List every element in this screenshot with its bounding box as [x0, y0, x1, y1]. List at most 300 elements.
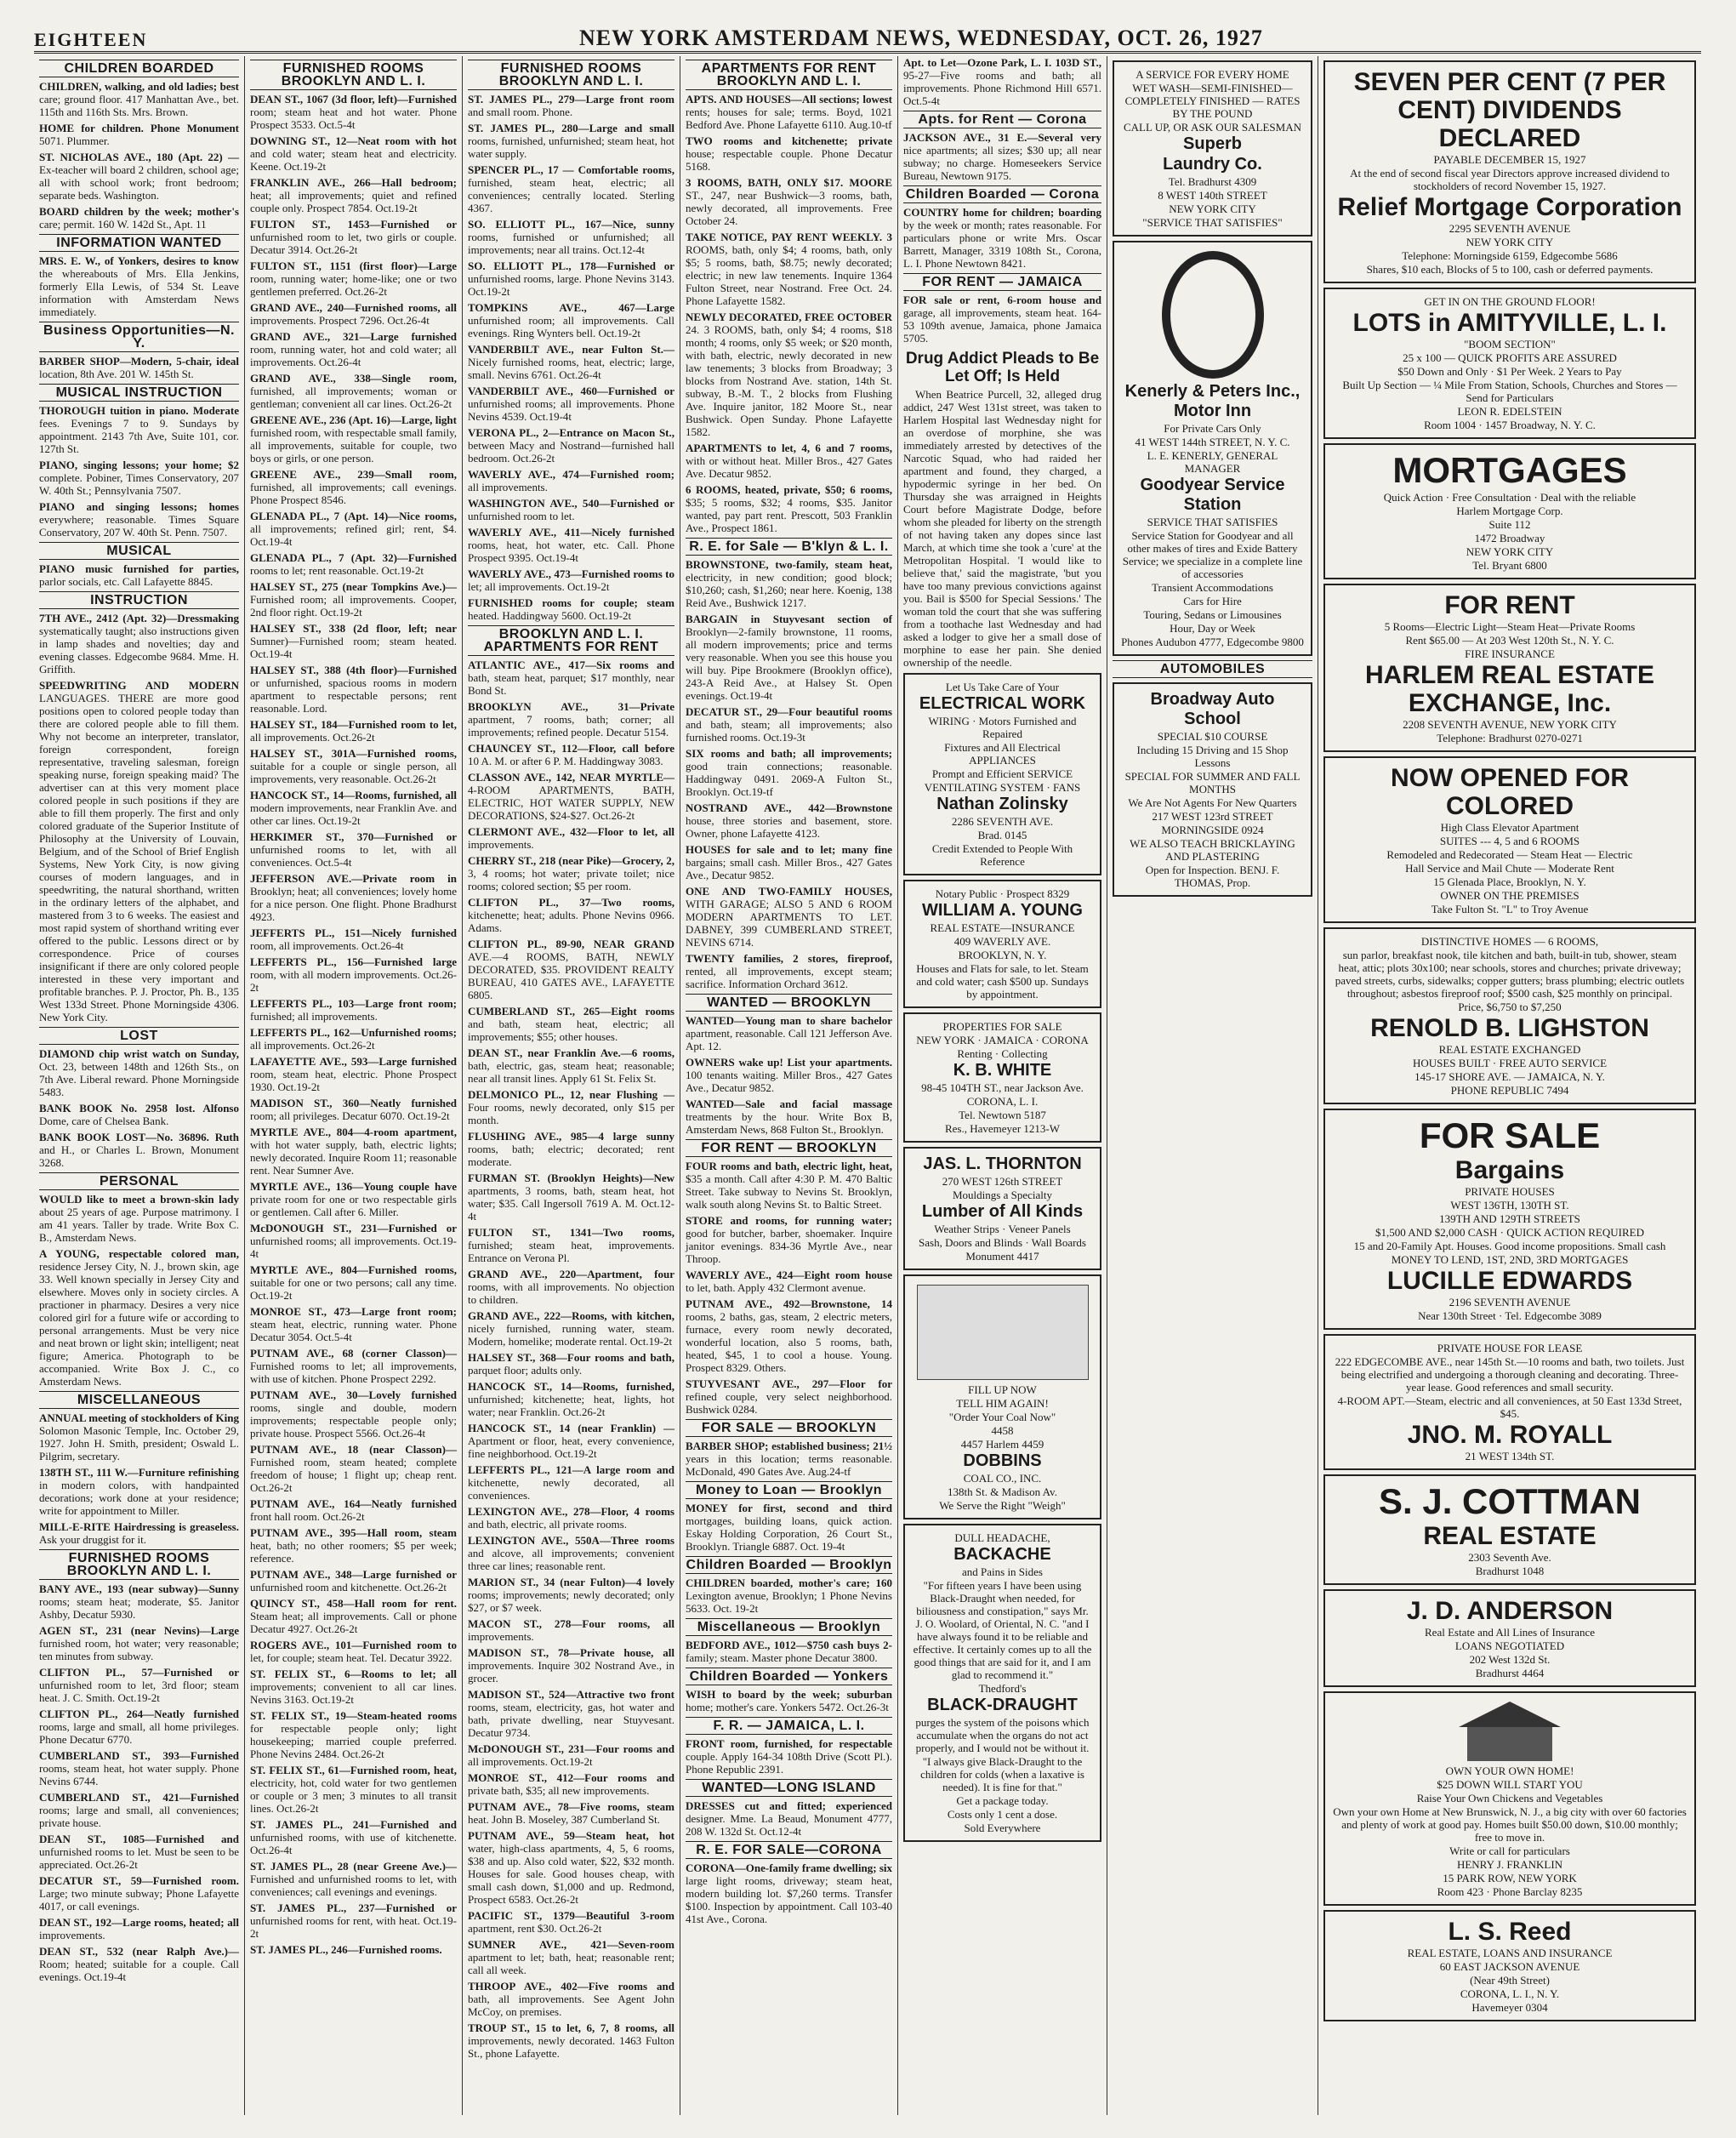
classified-ad: SO. ELLIOTT PL., 167—Nice, sunny rooms, furnished or unfurnished; all improvements; near all trains. Oct.12-4t: [468, 218, 674, 256]
classified-ad: FULTON ST., 1341—Two rooms, furnished; steam heat, improvements. Entrance on Verona Pl.: [468, 1226, 674, 1264]
classified-ad: FOR sale or rent, 6-room house and garage, all improvements, steam heat. 164-53 109th avenue, Jamaica, phone Jamaica 5705.: [903, 294, 1101, 345]
ad-line: 2303 Seventh Ave.: [1468, 1551, 1551, 1564]
classified-ad: WANTED—Young man to share bachelor apartment, reasonable. Call 121 Jefferson Ave. Apt. 12.: [686, 1014, 892, 1052]
section-heading: FURNISHED ROOMS BROOKLYN AND L. I.: [250, 60, 457, 90]
section-heading: Children Boarded — Yonkers: [686, 1668, 892, 1685]
ad-line: Tel. Newtown 5187: [959, 1109, 1046, 1121]
classified-ad: PUTNAM AVE., 348—Large furnished or unfurnished room and kitchenette. Oct.26-2t: [250, 1568, 457, 1594]
ad-line: Credit Extended to People With Reference: [931, 842, 1073, 868]
ad-line: ELECTRICAL WORK: [919, 694, 1086, 713]
ad-line: 270 WEST 126th STREET: [942, 1175, 1063, 1188]
classified-ad: ONE AND TWO-FAMILY HOUSES, WITH GARAGE; ALSO 5 AND 6 ROOM MODERN APARTMENTS TO LET. DABNEY, 399 CUMBERLAND STREET, NEVINS 6714.: [686, 885, 892, 949]
ad-line: We Serve the Right "Weigh": [939, 1499, 1066, 1512]
ad-line: Kenerly & Peters Inc., Motor Inn: [1124, 382, 1301, 420]
classified-ad: 138TH ST., 111 W.—Furniture refinishing in modern colors, with handpainted decorations; work done at your residence; write for appointment to Miller.: [39, 1466, 239, 1517]
classified-ad: NOSTRAND AVE., 442—Brownstone house, three stories and basement, store. Owner, phone Lafayette 4123.: [686, 801, 892, 840]
ad-line: 139TH AND 129TH STREETS: [1439, 1212, 1580, 1225]
ad-line: (Near 49th Street): [1470, 1974, 1550, 1987]
section-heading: MUSICAL: [39, 542, 239, 560]
ad-line: 2208 SEVENTH AVENUE, NEW YORK CITY: [1403, 718, 1617, 731]
ad-line: "Order Your Coal Now": [948, 1411, 1056, 1423]
display-ad-laundry: [1113, 60, 1312, 237]
classified-ad: LEXINGTON AVE., 278—Floor, 4 rooms and bath, electric, all private rooms.: [468, 1505, 674, 1531]
classified-ad: PUTNAM AVE., 59—Steam heat, hot water, high-class apartments, 4, 5, 6 rooms, $38 and up. Also cold water, $22, $32 month. Houses for sale. Good houses cheap, with small cash down, $1,000 and up. Redmond, Prospect 6583. Oct.26-2t: [468, 1829, 674, 1906]
ad-line: 222 EDGECOMBE AVE., near 145th St.—10 rooms and bath, two toilets. Just being electrified and undergoing a thorough cleaning and decorating. Three-year lease. Good references and small security.: [1335, 1355, 1685, 1394]
section-heading: LOST: [39, 1027, 239, 1045]
ad-line: Let Us Take Care of Your: [945, 681, 1060, 693]
classified-ad: WAVERLY AVE., 411—Nicely furnished rooms, heat, hot water, etc. Call. Phone Prospect 9395. Oct.19-4t: [468, 526, 674, 564]
ad-line: Weather Strips · Veneer Panels: [934, 1223, 1071, 1235]
ad-line: Mouldings a Specialty: [953, 1189, 1052, 1201]
ad-line: Open for Inspection. BENJ. F. THOMAS, Prop.: [1145, 864, 1280, 889]
article-headline: Drug Addict Pleads to Be Let Off; Is Held: [905, 350, 1100, 385]
classified-ad: HANCOCK ST., 14 (near Franklin) —Apartment or floor, heat, every convenience, fine neighborhood. Oct.19-2t: [468, 1422, 674, 1460]
classified-ad: SO. ELLIOTT PL., 178—Furnished or unfurnished rooms, large. Phone Nevins 3143. Oct.19-2t: [468, 259, 674, 298]
ad-line: Costs only 1 cent a dose.: [947, 1808, 1058, 1821]
ad-line: Remodeled and Redecorated — Steam Heat — Electric: [1386, 848, 1633, 861]
ad-line: NEW YORK CITY: [1466, 236, 1554, 248]
classified-ad: FURNISHED rooms for couple; steam heated. Haddingway 5600. Oct.19-2t: [468, 596, 674, 622]
ad-line: Transient Accommodations: [1152, 581, 1273, 594]
section-heading: Children Boarded — Brooklyn: [686, 1558, 892, 1572]
ad-line: CORONA, L. I.: [966, 1095, 1039, 1108]
ad-line: Broadway Auto School: [1150, 690, 1275, 728]
ad-line: J. D. ANDERSON: [1406, 1597, 1614, 1625]
ad-line: 15 and 20-Family Apt. Houses. Good income propositions. Small cash: [1353, 1240, 1666, 1252]
column-7: [1318, 56, 1701, 2115]
ad-line: We Are Not Agents For New Quarters: [1128, 796, 1297, 809]
classified-ad: CUMBERLAND ST., 421—Furnished rooms; large and small, all conveniences; private house.: [39, 1791, 239, 1829]
ad-line: sun parlor, breakfast nook, tile kitchen and bath, built-in tub, shower, steam heat, attic; plots 30x100; near schools, stores and churches; private driveway; paved streets, curbs, sidewalks; copper gutters; brass plumbing; electric outlets throughout; asbestos fireproof roof; $500 cash, $25 monthly on principal.: [1335, 949, 1685, 1000]
ad-line: 138th St. & Madison Av.: [948, 1485, 1057, 1498]
classified-ad: CHAUNCEY ST., 112—Floor, call before 10 A. M. or after 6 P. M. Haddingway 3083.: [468, 742, 674, 767]
ad-line: BACKACHE: [953, 1545, 1051, 1564]
classified-ad: OWNERS wake up! List your apartments. 100 tenants waiting. Miller Bros., 427 Gates Ave., Decatur 9852.: [686, 1056, 892, 1094]
ad-line: NEW YORK CITY: [1169, 202, 1256, 215]
classified-ad: DECATUR ST., 59—Furnished room. Large; two minute subway; Phone Lafayette 4017, or call evenings.: [39, 1874, 239, 1913]
classified-ad: GRAND AVE., 220—Apartment, four rooms, with all improvements. No objection to children.: [468, 1268, 674, 1306]
ad-line: Sold Everywhere: [964, 1822, 1041, 1834]
classified-ad: HERKIMER ST., 370—Furnished or unfurnished rooms to let, with all conveniences. Oct.5-4t: [250, 830, 457, 869]
classified-ad: ST. FELIX ST., 6—Rooms to let; all improvements; convenient to all car lines. Nevins 3163. Oct.19-2t: [250, 1668, 457, 1706]
section-heading: FURNISHED ROOMS BROOKLYN AND L. I.: [468, 60, 674, 90]
ad-line: S. J. COTTMAN: [1378, 1481, 1641, 1521]
ad-line: NEW YORK · JAMAICA · CORONA: [916, 1034, 1089, 1046]
ad-line: Service Station for Goodyear and all other makes of tires and Exide Battery Service; we specialize in a complete line of accessories: [1122, 529, 1303, 580]
display-ad-reed: [1323, 1910, 1696, 2021]
article-body: When Beatrice Purcell, 32, alleged drug addict, 247 West 131st street, was taken to Harlem Hospital last Wednesday night for an overdose of morphine, she was immediately arrested by detectives of the Narcotic Squad, who had raided her apartment and found, they charged, a hypodermic syringe in her bed. On Thursday she was arraigned in Heights Court before Magistrate Dodge, before whom she pleaded for liberty on the strength of not having taken any dopes since last March, at which time she took a 'cure' at the Metropolitan Hospital. 'I would like to believe that,' said the magistrate, 'but you have too many previous convictions against you. Bail is $500 for Special Sessions.' The woman told the court that she was suffering from a toothache last Wednesday and had asked a lodger to give her a small dose of morphine to ease her pain. She denied ownership of the needle.: [903, 388, 1101, 669]
classified-ad: MADISON ST., 524—Attractive two front rooms, steam, electricity, gas, hot water and bath, private dwelling, near Stuyvesant. Decatur 9734.: [468, 1688, 674, 1739]
classified-ad: GRAND AVE., 240—Furnished rooms, all improvements. Prospect 7296. Oct.26-4t: [250, 301, 457, 327]
section-heading: FOR RENT — BROOKLYN: [686, 1139, 892, 1157]
ad-line: Hall Service and Mail Chute — Moderate Rent: [1405, 862, 1614, 875]
classified-ad: 3 ROOMS, BATH, ONLY $17. MOORE ST., 247, near Bushwick—3 rooms, bath, newly decorated, all improvements. Free October 24.: [686, 176, 892, 227]
ad-line: WE ALSO TEACH BRICKLAYING AND PLASTERING: [1130, 837, 1295, 863]
ad-line: Fixtures and All Electrical APPLIANCES: [944, 741, 1061, 767]
classified-ad: STORE and rooms, for running water; good for butcher, barber, shoemaker. Inquire janitor evenings. 834-36 Myrtle Ave., near Throop.: [686, 1214, 892, 1265]
ad-line: 60 EAST JACKSON AVENUE: [1439, 1960, 1580, 1973]
classified-ad: SIX rooms and bath; all improvements; good train connections; reasonable. Haddingway 0491. 2069-A Fulton St., Brooklyn. Oct.19-tf: [686, 747, 892, 798]
ad-line: LOTS in AMITYVILLE, L. I.: [1352, 309, 1667, 337]
classified-ad: NEWLY DECORATED, FREE OCTOBER 24. 3 ROOMS, bath, only $4; 4 rooms, $18 month; 4 rooms, only $5 week; or $20 month, with bath, electric, newly decorated in new law tenements; 3 blocks from Broadway; 3 blocks from Nostrand Ave. station, 14th St. subway, B.-M. T., 2 blocks from Flushing Ave. Inquire janitor, 182 Moore St., near Bushwick. Open Sunday. Phone Lafayette 1582.: [686, 311, 892, 438]
ad-line: Tel. Bryant 6800: [1472, 559, 1547, 572]
classified-ad: FOUR rooms and bath, electric light, heat, $35 a month. Call after 4:30 P. M. 470 Baltic Street. Take subway to Nevins St. Brooklyn, walk south along Nevins St. to Baltic Street.: [686, 1160, 892, 1211]
classified-ad: CUMBERLAND ST., 265—Eight rooms and bath, steam heat, electric; all improvements; $55; other houses.: [468, 1005, 674, 1043]
tire-illustration: [1162, 251, 1264, 379]
classified-ad: WAVERLY AVE., 424—Eight room house to let, bath. Apply 432 Clermont avenue.: [686, 1269, 892, 1294]
ad-line: HARLEM REAL ESTATE EXCHANGE, Inc.: [1364, 661, 1654, 717]
ad-line: HENRY J. FRANKLIN: [1456, 1858, 1563, 1871]
ad-line: 2295 SEVENTH AVENUE: [1449, 222, 1571, 235]
section-heading: MISCELLANEOUS: [39, 1391, 239, 1409]
ad-line: COAL CO., INC.: [963, 1472, 1042, 1485]
classified-ad: DOWNING ST., 12—Neat room with hot and cold water; steam heat and electricity. Keene. Oct.19-2t: [250, 134, 457, 173]
ad-line: JNO. M. ROYALL: [1407, 1421, 1613, 1449]
ad-line: SPECIAL $10 COURSE: [1157, 730, 1268, 743]
section-heading: Children Boarded — Corona: [903, 185, 1101, 203]
display-ad-electrical: [903, 673, 1101, 875]
ad-line: HOUSES BUILT · FREE AUTO SERVICE: [1412, 1057, 1608, 1069]
ad-line: PAYABLE DECEMBER 15, 1927: [1433, 153, 1586, 166]
classified-ad: HALSEY ST., 184—Furnished room to let, all improvements. Oct.26-2t: [250, 718, 457, 744]
column-1: [34, 56, 245, 2115]
classified-ad: VANDERBILT AVE., near Fulton St.—Nicely furnished rooms, heat, electric; large, small. Nevins 6761. Oct.26-4t: [468, 343, 674, 381]
ad-line: Raise Your Own Chickens and Vegetables: [1416, 1792, 1603, 1804]
ad-line: Bradhurst 4464: [1475, 1667, 1545, 1679]
classified-ad: MILL-E-RITE Hairdressing is greaseless. Ask your druggist for it.: [39, 1520, 239, 1546]
ad-line: Take Fulton St. "L" to Troy Avenue: [1431, 903, 1589, 915]
ad-line: Notary Public · Prospect 8329: [935, 887, 1070, 900]
classified-ad: PUTNAM AVE., 492—Brownstone, 14 rooms, 2 baths, gas, steam, 2 electric meters, furnace, every room newly decorated, wonderful location, also 5 rooms, bath, heated, $45, 1 to cool a house. Young. Prospect 8329. Others.: [686, 1297, 892, 1374]
ad-line: Harlem Mortgage Corp.: [1456, 505, 1563, 517]
section-heading: WANTED—LONG ISLAND: [686, 1779, 892, 1797]
classified-ad: CLIFTON PL., 89-90, NEAR GRAND AVE.—4 ROOMS, BATH, NEWLY DECORATED, $35. PROVIDENT REALTY BUREAU, 410 GATES AVE., LAFAYETTE 6805.: [468, 938, 674, 1001]
section-heading: F. R. — JAMAICA, L. I.: [686, 1717, 892, 1735]
ad-line: 15 Glenada Place, Brooklyn, N. Y.: [1433, 875, 1586, 888]
classified-ad: WAVERLY AVE., 474—Furnished room; all improvements.: [468, 468, 674, 493]
classified-ad: STUYVESANT AVE., 297—Floor for refined couple, very select neighborhood. Bushwick 0284.: [686, 1377, 892, 1416]
classified-ad: PACIFIC ST., 1379—Beautiful 3-room apartment, rent $30. Oct.26-2t: [468, 1909, 674, 1935]
column-5: [898, 56, 1107, 2115]
ad-line: At the end of second fiscal year Directors approve increased dividend to stockholders of record November 15, 1927.: [1350, 167, 1670, 192]
classified-ad: ST. FELIX ST., 61—Furnished room, heat, electricity, hot, cold water for two gentlemen or couple or 3 men; 3 minutes to all transit lines. Oct.26-2t: [250, 1764, 457, 1815]
ad-line: MORTGAGES: [1392, 450, 1627, 490]
classified-ad: DRESSES cut and fitted; experienced designer. Mme. La Beaud, Monument 4777, 208 W. 132d St. Oct.12-4t: [686, 1799, 892, 1838]
section-heading: Miscellaneous — Brooklyn: [686, 1618, 892, 1636]
column-3: [463, 56, 680, 2115]
section-heading: Money to Loan — Brooklyn: [686, 1481, 892, 1499]
section-heading: R. E. FOR SALE—CORONA: [686, 1841, 892, 1859]
ad-line: 2196 SEVENTH AVENUE: [1449, 1296, 1571, 1308]
ad-line: CALL UP, OR ASK OUR SALESMAN: [1124, 121, 1301, 134]
classified-ad: BANY AVE., 193 (near subway)—Sunny rooms; steam heat; moderate, $5. Janitor Ashby, Decatur 5930.: [39, 1582, 239, 1621]
classified-ad: FULTON ST., 1151 (first floor)—Large room, running water; home-like; one or two gentlemen preferred. Oct.26-2t: [250, 259, 457, 298]
house-illustration: [1459, 1702, 1561, 1761]
ad-line: K. B. WHITE: [953, 1061, 1052, 1080]
classified-ad: ST. JAMES PL., 241—Furnished and unfurnished rooms, with use of kitchenette. Oct.26-4t: [250, 1818, 457, 1856]
section-heading: INSTRUCTION: [39, 591, 239, 609]
ad-line: 409 WAVERLY AVE.: [953, 935, 1051, 948]
ad-line: MONEY TO LEND, 1ST, 2ND, 3RD MORTGAGES: [1391, 1253, 1629, 1266]
classified-ad: BARGAIN in Stuyvesant section of Brooklyn—2-family brownstone, 11 rooms, all modern improvements; price and terms very reasonable. When you see this house you will buy. Pipe Brookmere (Brooklyn office), 243-A Reid Ave., at Halsey St. Open evenings. Oct.19-4t: [686, 613, 892, 702]
ad-line: REAL ESTATE—INSURANCE: [930, 921, 1075, 934]
ad-line: $25 DOWN WILL START YOU: [1437, 1778, 1583, 1791]
news-article: [903, 350, 1101, 669]
section-heading: Apts. for Rent — Corona: [903, 111, 1101, 128]
ad-line: PHONE REPUBLIC 7494: [1450, 1084, 1569, 1097]
ad-line: RENOLD B. LIGHSTON: [1370, 1014, 1649, 1042]
ad-line: 41 WEST 144th STREET, N. Y. C.: [1135, 436, 1290, 448]
classified-ad: GREENE AVE., 239—Small room, furnished, all improvements; call evenings. Phone Prospect 8546.: [250, 468, 457, 506]
classified-ad: MADISON ST., 360—Neatly furnished room; all privileges. Decatur 6070. Oct.19-2t: [250, 1097, 457, 1122]
classified-ad: CORONA—One-family frame dwelling; six large light rooms, driveway; steam heat, modern building lot. $7,260 terms. Transfer $100. Inspection by appointment. Call 103-40 41st Ave., Corona.: [686, 1861, 893, 1925]
ad-line: Brad. 0145: [977, 829, 1027, 841]
section-heading: FOR RENT — JAMAICA: [903, 273, 1101, 291]
classified-ad: JEFFERSON AVE.—Private room in Brooklyn; heat; all conveniences; lovely home for a nice person. One flight. Phone Bradhurst 4923.: [250, 872, 457, 923]
classified-ad: DEAN ST., 192—Large rooms, heated; all improvements.: [39, 1916, 239, 1941]
classified-ad: DECATUR ST., 29—Four beautiful rooms and bath, steam; all improvements; also furnished rooms. Oct.19-3t: [686, 705, 892, 744]
display-ad-dobbins: [903, 1274, 1101, 1519]
classified-ad: WISH to board by the week; suburban home; mother's care. Yonkers 5472. Oct.26-3t: [686, 1688, 892, 1713]
ad-line: 2286 SEVENTH AVE.: [951, 815, 1054, 828]
classified-ad: THROOP AVE., 402—Five rooms and bath, all improvements. See Agent John McCoy, on premises.: [468, 1980, 674, 2018]
display-ad-edwards: [1323, 1109, 1696, 1330]
classified-ad: CLIFTON PL., 264—Neatly furnished rooms, large and small, all home privileges. Phone Decatur 6770.: [39, 1708, 239, 1746]
ad-line: 8 WEST 140th STREET: [1158, 189, 1267, 202]
newspaper-dateline: NEW YORK AMSTERDAM NEWS, WEDNESDAY, OCT. 26, 1927: [579, 26, 1263, 50]
display-ad-forrent: [1323, 584, 1696, 752]
ad-line: Telephone: Morningside 6159, Edgecombe 5686: [1402, 249, 1618, 262]
ad-line: Built Up Section — ¼ Mile From Station, Schools, Churches and Stores — Send for Particulars: [1342, 379, 1677, 404]
section-heading: Business Opportunities—N. Y.: [39, 322, 239, 352]
classified-ad: 7TH AVE., 2412 (Apt. 32)—Dressmaking systematically taught; also instructions given in lamp shades and novelties; day and evening classes. Edgecombe 9684. Mme. H. Griffith.: [39, 612, 239, 676]
ad-line: Room 1004 · 1457 Broadway, N. Y. C.: [1424, 419, 1596, 431]
classified-ad: SPEEDWRITING AND MODERN LANGUAGES. THERE are more good positions open to colored people today than there are colored people able to fill them. Why not become an interpreter, translator, foreign correspondent, foreign representative, traveling salesman, foreign speaking nurse, foreign speaking maid? The advertiser can at this very moment place colored people in such positions if they are able to fill them properly. The first and only colored graduate of the Superior Institute of Philosophy at the University of Louvain, Belgium, and of the School of Brief English Systems, New York City, is now giving courses of modern languages, and in speedwriting, the natural shorthand, written in the ordinary letters of the alphabet, and mastered from 3 to 6 weeks. The easiest and most rapid system of shorthand writing ever offered to the public. Lessons direct or by correspondence. Price of courses insignificant if there are only colored people interested in these very important and profitable branches. P. J. Proctor, Ph. B., 135 West 133d Street. Phone Morningside 4306. New York City.: [39, 679, 239, 1023]
classified-ad: SUMNER AVE., 421—Seven-room apartment to let; bath, heat; reasonable rent; call all week.: [468, 1938, 674, 1976]
classified-ad: QUINCY ST., 458—Hall room for rent. Steam heat; all improvements. Call or phone Decatur 4927. Oct.26-2t: [250, 1597, 457, 1635]
classified-ad: DEAN ST., 532 (near Ralph Ave.)—Room; heated; suitable for a couple. Call evenings. Oct.19-4t: [39, 1945, 239, 1983]
classified-ad: MYRTLE AVE., 804—Furnished rooms, suitable for one or two persons; call any time. Oct.19-2t: [250, 1263, 457, 1302]
classified-ad: GLENADA PL., 7 (Apt. 32)—Furnished rooms to let; rent reasonable. Oct.19-2t: [250, 551, 457, 577]
ad-line: 98-45 104TH ST., near Jackson Ave.: [921, 1081, 1084, 1094]
display-ad-glenada: [1323, 756, 1696, 923]
ad-line: TELL HIM AGAIN!: [956, 1397, 1049, 1410]
classified-ad: ST. FELIX ST., 19—Steam-heated rooms for respectable people only; light housekeeping; married couple preferred. Phone Nevins 2484. Oct.26-2t: [250, 1709, 457, 1760]
ad-line: 5 Rooms—Electric Light—Steam Heat—Private Rooms: [1384, 620, 1636, 633]
classified-ad: GRAND AVE., 222—Rooms, with kitchen, nicely furnished, running water, steam. Modern, homelike; moderate rental. Oct.19-2t: [468, 1309, 674, 1348]
display-ad-franklin: [1323, 1691, 1696, 1906]
ad-line: 1472 Broadway: [1474, 532, 1545, 544]
ad-line: Sash, Doors and Blinds · Wall Boards: [919, 1236, 1086, 1249]
classified-ad: BROWNSTONE, two-family, steam heat, electricity, in new condition; good block; $10,260; cash, $1,260; near here. Koenig, 138 Reid Ave., Bushwick 1217.: [686, 558, 892, 609]
classified-ad: CHILDREN boarded, mother's care; 160 Lexington avenue, Brooklyn; 1 Phone Nevins 5633. Oct. 19-2t: [686, 1576, 892, 1615]
classified-ad: PUTNAM AVE., 164—Neatly furnished front hall room. Oct.26-2t: [250, 1497, 457, 1523]
classified-ad: ST. JAMES PL., 280—Large and small rooms, furnished, unfurnished; steam heat, hot water supply.: [468, 122, 674, 160]
section-heading: BROOKLYN AND L. I. APARTMENTS FOR RENT: [468, 625, 674, 656]
classified-ad: LEFFERTS PL., 103—Large front room; furnished; all improvements.: [250, 997, 457, 1023]
ad-line: Hour, Day or Week: [1170, 622, 1255, 635]
classified-ad: WAVERLY AVE., 473—Furnished rooms to let; all improvements. Oct.19-2t: [468, 567, 674, 593]
ad-line: Bargains: [1454, 1156, 1565, 1184]
classified-ad: AGEN ST., 231 (near Nevins)—Large furnished room, hot water; very reasonable; ten minutes from subway.: [39, 1624, 239, 1662]
ad-line: For Private Cars Only: [1164, 422, 1261, 435]
classified-ad: APTS. AND HOUSES—All sections; lowest rents; houses for sale; terms. Boyd, 1021 Bedford Ave. Phone Lafayette 6110. Aug.10-tf: [686, 93, 892, 131]
classified-ad: DEAN ST., 1067 (3d floor, left)—Furnished room; steam heat and hot water. Phone Prospect 3533. Oct.5-4t: [250, 93, 457, 131]
ad-line: Tel. Bradhurst 4309: [1168, 175, 1257, 188]
ad-line: High Class Elevator Apartment: [1440, 821, 1579, 834]
classified-ad: PUTNAM AVE., 30—Lovely furnished rooms, single and double, modern improvements; respectable people only; private house. Prospect 5566. Oct.26-4t: [250, 1388, 457, 1440]
classified-ad: HALSEY ST., 368—Four rooms and bath, parquet floor; adults only.: [468, 1351, 674, 1377]
display-ad-amityville: [1323, 288, 1696, 439]
masthead: [34, 22, 1701, 54]
ad-line: Shares, $10 each, Blocks of 5 to 100, cash or deferred payments.: [1366, 263, 1653, 276]
ad-line: Bradhurst 1048: [1475, 1565, 1545, 1577]
classified-ad: FURMAN ST. (Brooklyn Heights)—New apartments, 3 rooms, bath, steam heat, hot water; $35. Call Ingersoll 7619 A. M. Oct.12-4t: [468, 1172, 674, 1223]
display-ad-relief: [1323, 60, 1696, 283]
ad-line: NOW OPENED FOR COLORED: [1390, 764, 1629, 820]
ad-line: "I always give Black-Draught to the children for colds (when a laxative is needed). It is fine for that.": [920, 1755, 1084, 1793]
classified-ad: HALSEY ST., 301A—Furnished rooms, suitable for a couple or single person, all improvements, very reasonable. Oct.26-2t: [250, 747, 457, 785]
classified-ad: LAFAYETTE AVE., 593—Large furnished room, steam heat, electric. Phone Prospect 1930. Oct.19-2t: [250, 1055, 457, 1093]
classified-ad: MONROE ST., 473—Large front room; steam heat, electric, running water. Phone Decatur 3054. Oct.5-4t: [250, 1305, 457, 1343]
classified-ad: A YOUNG, respectable colored man, residence Jersey City, N. J., brown skin, age 33. Well known specially in Jersey City and elsewhere. Moves only in society circles. A practioner in pharmacy. Desires a very nice colored girl for a future wife or according to personal arrangements. Must be very nice and neat brown or light skin; intelligent; neat figure; America. Photograph to be accompanied. Write Box J. C., co Amsterdam News.: [39, 1247, 239, 1388]
display-ad-thedford: [903, 1524, 1101, 1842]
ad-line: FOR SALE: [1419, 1115, 1601, 1155]
ad-line: Thedford's: [978, 1682, 1027, 1695]
ad-line: Monument 4417: [965, 1250, 1039, 1263]
classified-ad: WANTED—Sale and facial massage treatments by the hour. Write Box B, Amsterdam News, 868 Fulton St., Brooklyn.: [686, 1098, 892, 1136]
ad-line: 25 x 100 — QUICK PROFITS ARE ASSURED: [1403, 351, 1617, 364]
classified-ad: MARION ST., 34 (near Fulton)—4 lovely rooms; improvements; newly decorated; only $27, or $7 week.: [468, 1576, 674, 1614]
classified-ad: HOME for children. Phone Monument 5071. Plummer.: [39, 122, 239, 147]
classified-ad: GRAND AVE., 321—Large furnished room, running water, hot and cold water; all improvements. Oct.26-4t: [250, 330, 457, 368]
ad-line: Including 15 Driving and 15 Shop Lessons: [1136, 744, 1289, 769]
ad-line: DULL HEADACHE,: [954, 1531, 1050, 1544]
classified-ad: ST. JAMES PL., 237—Furnished or unfurnished rooms for rent, with heat. Oct.19-2t: [250, 1901, 457, 1940]
ad-line: WEST 136TH, 130TH ST.: [1450, 1199, 1569, 1212]
column-2: [245, 56, 463, 2115]
ad-line: Havemeyer 0304: [1471, 2001, 1548, 2014]
ad-line: MORNINGSIDE 0924: [1161, 824, 1264, 836]
ad-line: "BOOM SECTION": [1464, 338, 1556, 351]
ad-line: Rent $65.00 — At 203 West 120th St., N. Y. C.: [1405, 634, 1614, 647]
classified-ad: CLIFTON PL., 57—Furnished or unfurnished room to let, 3rd floor; steam heat. J. C. Smith. Oct.19-2t: [39, 1666, 239, 1704]
classified-ad: HANCOCK ST., 14—Rooms, furnished, unfurnished; kitchenette; heat, lights, hot water; near Franklin. Oct.26-2t: [468, 1380, 674, 1418]
classified-ad: LEXINGTON AVE., 550A—Three rooms and alcove, all improvements; convenient three car lines; reasonable rent.: [468, 1534, 674, 1572]
classified-ad: ST. JAMES PL., 28 (near Greene Ave.)—Furnished and unfurnished rooms to let, with conveniences; call evenings and evenings.: [250, 1860, 457, 1898]
classified-ad: ATLANTIC AVE., 417—Six rooms and bath, steam heat, parquet; $17 monthly, near Bond St.: [468, 659, 674, 697]
ad-line: L. S. Reed: [1448, 1918, 1572, 1946]
section-heading: AUTOMOBILES: [1113, 660, 1312, 678]
display-ad-cottman: [1323, 1474, 1696, 1585]
section-heading: R. E. for Sale — B'klyn & L. I.: [686, 538, 892, 556]
classified-ad: TROUP ST., 15 to let, 6, 7, 8 rooms, all improvements, newly decorated. 1463 Fulton St., phone Lafayette.: [468, 2021, 674, 2060]
classified-ad: WOULD like to meet a brown-skin lady about 25 years of age. Purpose matrimony. I am 41 years. Taller by trade. Write Box C. B., Amsterdam News.: [39, 1193, 239, 1244]
ad-line: WIRING · Motors Furnished and Repaired: [928, 715, 1077, 740]
classified-ad: GRAND AVE., 338—Single room, furnished, all improvements; woman or gentleman; convenient all car lines. Oct.26-2t: [250, 372, 457, 410]
display-ad-anderson: [1323, 1589, 1696, 1687]
ad-line: Near 130th Street · Tel. Edgecombe 3089: [1418, 1309, 1602, 1322]
ad-line: Nathan Zolinsky: [936, 795, 1068, 813]
ad-line: Laundry Co.: [1163, 155, 1262, 174]
section-heading: APARTMENTS FOR RENT BROOKLYN AND L. I.: [686, 60, 892, 90]
classified-ad: CHILDREN, walking, and old ladies; best care; ground floor. 417 Manhattan Ave., bet. 115th and 116th Sts. Mrs. Brown.: [39, 80, 239, 118]
ad-line: Price, $6,750 to $7,250: [1458, 1001, 1562, 1013]
ad-line: PRIVATE HOUSE FOR LEASE: [1437, 1342, 1583, 1354]
classified-ad: FLUSHING AVE., 985—4 large sunny rooms, bath; electric; decorated; rent moderate.: [468, 1130, 674, 1168]
ad-line: REAL ESTATE EXCHANGED: [1438, 1043, 1581, 1056]
classified-ad: DIAMOND chip wrist watch on Sunday, Oct. 23, between 148th and 126th Sts., on 7th Ave. Liberal reward. Phone Morningside 5483.: [39, 1047, 239, 1098]
ad-line: 202 West 132d St.: [1469, 1653, 1551, 1666]
ad-line: BROOKLYN, N. Y.: [958, 949, 1047, 961]
ad-line: NEW YORK CITY: [1466, 545, 1554, 558]
ad-line: PROPERTIES FOR SALE: [942, 1020, 1062, 1033]
ad-line: WET WASH—SEMI-FINISHED—COMPLETELY FINISHED — RATES BY THE POUND: [1124, 82, 1301, 120]
classified-ad: LEFFERTS PL., 121—A large room and kitchenette, newly decorated, all conveniences.: [468, 1463, 674, 1502]
ad-line: A SERVICE FOR EVERY HOME: [1136, 68, 1289, 81]
classified-ad: McDONOUGH ST., 231—Furnished or unfurnished rooms; all improvements. Oct.19-4t: [250, 1222, 457, 1260]
classified-ad: PUTNAM AVE., 78—Five rooms, steam heat. John B. Moseley, 387 Cumberland St.: [468, 1800, 674, 1826]
classified-ad: VERONA PL., 2—Entrance on Macon St., between Macy and Nostrand—furnished hall bedroom. Oct.26-2t: [468, 426, 674, 465]
ad-line: 4-ROOM APT.—Steam, electric and all conveniences, at 50 East 133d Street, $45.: [1337, 1394, 1682, 1420]
classified-ad: PIANO music furnished for parties, parlor socials, etc. Call Lafayette 8845.: [39, 562, 239, 588]
ad-line: LUCILLE EDWARDS: [1386, 1267, 1633, 1295]
classified-ad: DELMONICO PL., 12, near Flushing —Four rooms, newly decorated, only $15 per month.: [468, 1088, 674, 1126]
classified-ad: BARBER SHOP—Modern, 5-chair, ideal location, 8th Ave. 201 W. 145th St.: [39, 355, 239, 380]
classified-ad: DEAN ST., near Franklin Ave.—6 rooms, bath, electric, gas, steam heat; reasonable; near all transit lines. Apply 61 St. Felix St.: [468, 1046, 674, 1085]
display-ad-mortgages: [1323, 443, 1696, 579]
classified-ad: CLERMONT AVE., 432—Floor to let, all improvements.: [468, 825, 674, 851]
ad-line: LEON R. EDELSTEIN: [1457, 405, 1562, 418]
classified-ad: CLASSON AVE., 142, NEAR MYRTLE—4-ROOM APARTMENTS, BATH, ELECTRIC, HOT WATER SUPPLY, NEW DECORATIONS, $24-$27. Oct.26-2t: [468, 771, 674, 822]
ad-line: Suite 112: [1488, 518, 1531, 531]
ad-line: L. E. KENERLY, GENERAL MANAGER: [1147, 449, 1278, 475]
classified-ad: JEFFERTS PL., 151—Nicely furnished room, all improvements. Oct.26-4t: [250, 926, 457, 952]
classified-ad: PUTNAM AVE., 395—Hall room, steam heat, bath; no other roomers; $5 per week; reference.: [250, 1526, 457, 1565]
ad-line: DOBBINS: [963, 1451, 1042, 1470]
ad-line: GET IN ON THE GROUND FLOOR!: [1424, 295, 1596, 308]
display-ad-broadway: [1113, 682, 1312, 897]
classified-ad: APARTMENTS to let, 4, 6 and 7 rooms, with or without heat. Miller Bros., 427 Gates Ave. Decatur 9852.: [686, 442, 892, 480]
display-ad-kenerly: [1113, 241, 1312, 656]
classified-ad: CUMBERLAND ST., 393—Furnished rooms, steam heat, hot water supply. Phone Nevins 6744.: [39, 1749, 239, 1787]
ad-line: Prompt and Efficient SERVICE: [931, 767, 1073, 780]
display-ad-royall: [1323, 1334, 1696, 1470]
classified-ad: ST. JAMES PL., 246—Furnished rooms.: [250, 1943, 442, 1956]
section-heading: WANTED — BROOKLYN: [686, 994, 892, 1012]
classified-ad: BARBER SHOP; established business; 21½ years in this location; terms reasonable. McDonald, 490 Gates Ave. Aug.24-tf: [686, 1440, 892, 1478]
classified-ad: PUTNAM AVE., 18 (near Classon)—Furnished room, steam heated; complete freedom of house; 1 flight up; cheap rent. Oct.26-2t: [250, 1443, 457, 1494]
classified-ad: PIANO, singing lessons; your home; $2 complete. Pobiner, Times Conservatory, 207 W. 40th St.; Pennsylvania 7507.: [39, 459, 239, 497]
ad-line: FILL UP NOW: [968, 1383, 1037, 1396]
classified-ad: CLIFTON PL., 37—Two rooms, kitchenette; heat; adults. Phone Nevins 0966. Adams.: [468, 896, 674, 934]
ad-line: BLACK-DRAUGHT: [927, 1696, 1078, 1714]
ad-line: Quick Action · Free Consultation · Deal with the reliable: [1383, 491, 1636, 504]
classified-ad: GREENE AVE., 236 (Apt. 16)—Large, light furnished room, with respectable small family, all improvements, suitable for couple, two boys or girls, or one person.: [250, 413, 457, 465]
ad-line: "For fifteen years I have been using Black-Draught when needed, for biliousness and constipation," says Mr. J. O. Woolard, of Oriental, N. C. "and I have always found it to be reliable and effective. It certainly comes up to all the good things that are said for it, and I am glad to recommend it.": [913, 1579, 1092, 1681]
section-heading: MUSICAL INSTRUCTION: [39, 384, 239, 402]
ad-line: 4457 Harlem 4459: [960, 1438, 1044, 1451]
classified-ad: BOARD children by the week; mother's care; permit. 160 W. 142d St., Apt. 11: [39, 205, 239, 231]
classified-ad: 6 ROOMS, heated, private, $50; 6 rooms, $35; 5 rooms, $32; 4 rooms, $35. Janitor wanted, pay part rent. Prescott, 503 Franklin Ave., Prospect 1861.: [686, 483, 892, 534]
classified-ad: BANK BOOK No. 2958 lost. Alfonso Dome, care of Chelsea Bank.: [39, 1102, 239, 1127]
classified-ad: THOROUGH tuition in piano. Moderate fees. Evenings 7 to 9. Sundays by appointment. 2143 7th Ave, Suite 101, cor. 127th St.: [39, 404, 239, 455]
classified-ad: LEFFERTS PL., 156—Furnished large room, with all modern improvements. Oct.26-2t: [250, 955, 457, 994]
ad-line: REAL ESTATE, LOANS AND INSURANCE: [1407, 1947, 1613, 1959]
display-ad-lighston: [1323, 927, 1696, 1104]
page-number: EIGHTEEN: [34, 29, 148, 50]
ad-line: "SERVICE THAT SATISFIES": [1142, 216, 1283, 229]
